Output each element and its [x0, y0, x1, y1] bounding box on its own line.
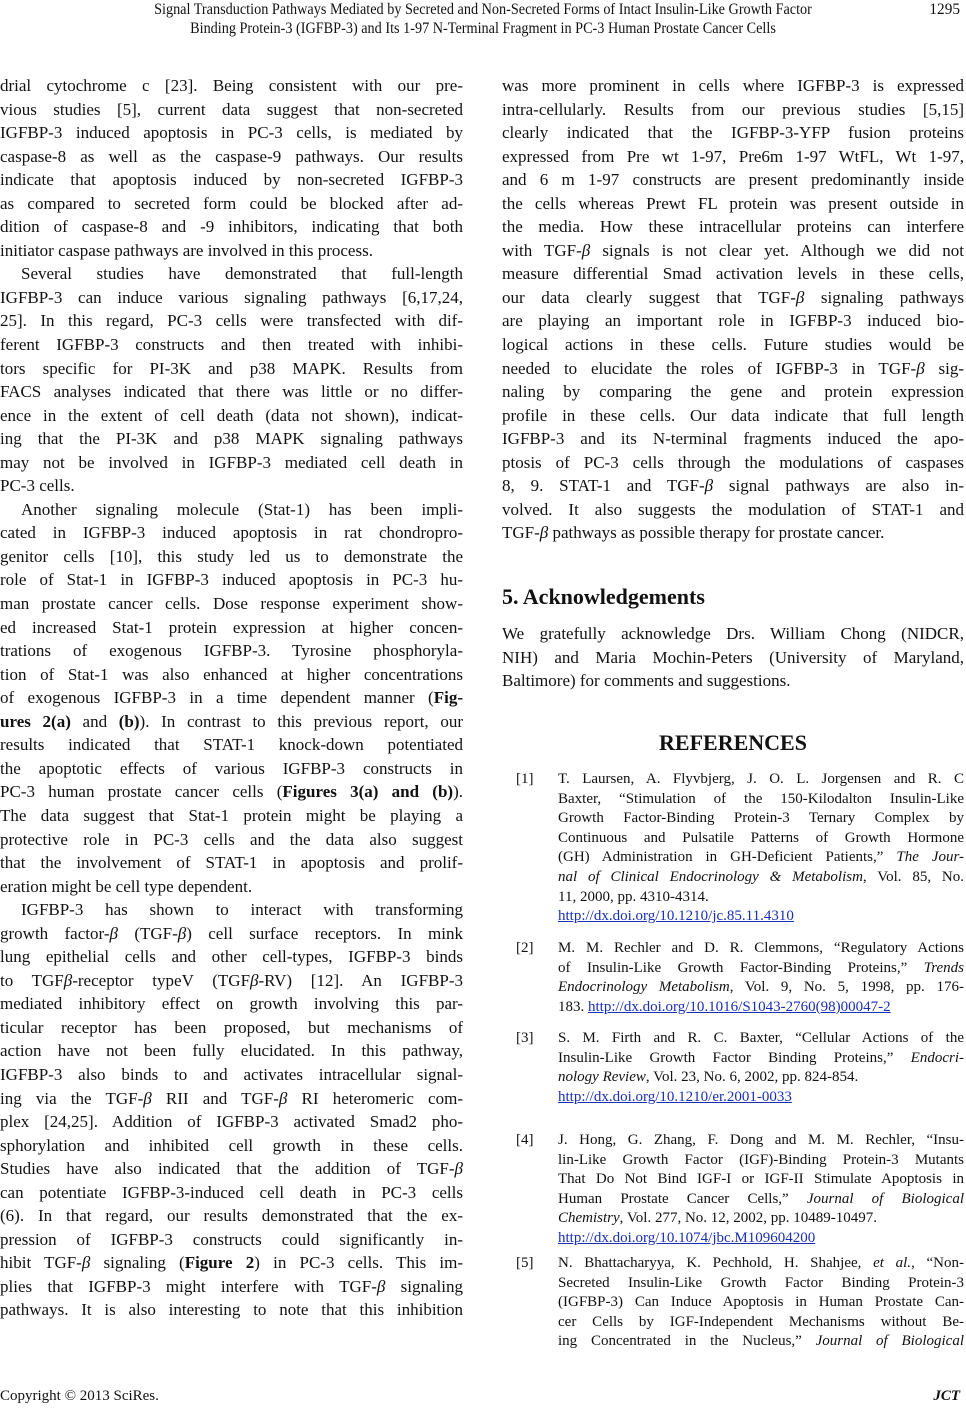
reference-line: M. M. Rechler and D. R. Clemmons, “Regulatory Actions: [558, 940, 964, 956]
text-line: PC-3 human prostate cancer cells (Figures 3(a) and (b)).: [0, 782, 463, 802]
text-line: ures 2(a) and (b)). In contrast to this previous report, our: [0, 711, 464, 731]
text-line: with TGF-β signals is not clear yet. Although we did not: [502, 240, 964, 260]
reference-line: [558, 1229, 964, 1249]
text-line: cated in IGFBP-3 induced apoptosis in rat chondropro-: [0, 523, 463, 543]
text-line: results indicated that STAT-1 knock-down potentiated: [0, 735, 463, 755]
text-line: pathways. It is also interesting to note that this inhibition: [0, 1300, 463, 1320]
copyright-notice: Copyright © 2013 SciRes.: [0, 1388, 159, 1404]
text-line: was more prominent in cells where IGFBP-3 is expressed: [502, 76, 964, 95]
text-line: naling by comparing the gene and protein expression: [502, 382, 964, 402]
text-line: eration might be cell type dependent.: [0, 876, 253, 896]
reference-item: [502, 1029, 964, 1107]
reference-line: Insulin-Like Growth Factor Binding Proteins,” Endocri-: [558, 1049, 964, 1066]
reference-line: J. Hong, G. Zhang, F. Dong and M. M. Rechler, “Insu-: [558, 1132, 964, 1148]
figure-ref: (b): [118, 711, 140, 731]
reference-line: cer Cells by IGF-Independent Mechanisms without Be-: [558, 1313, 964, 1330]
running-title-line-1: Signal Transduction Pathways Mediated by Secreted and Non-Secreted Forms of Intact Insulin-Like Growth Factor: [154, 1, 812, 18]
text-line: ed increased Stat-1 protein expression at higher concen-: [0, 617, 463, 637]
text-line: plex [24,25]. Addition of IGFBP-3 activated Smad2 pho-: [0, 1112, 463, 1132]
text-line: to TGFβ-receptor typeV (TGFβ-RV) [12]. An IGFBP-3: [0, 970, 463, 990]
text-line: measure differential Smad activation levels in these cells,: [502, 264, 964, 284]
text-line: needed to elucidate the roles of IGFBP-3 in TGF-β sig-: [502, 358, 964, 378]
text-line: intra-cellularly. Results from our previous studies [5,15]: [502, 99, 964, 119]
text-line: TGF-β pathways as possible therapy for prostate cancer.: [502, 523, 885, 543]
reference-line: Human Prostate Cancer Cells,” Journal of Biological: [558, 1190, 965, 1207]
figure-ref: Figure 2: [184, 1253, 255, 1273]
reference-line: That Do Not Bind IGF-I or IGF-II Stimulate Apoptosis in: [558, 1171, 964, 1188]
text-line: our data clearly suggest that TGF-β signaling pathways: [502, 287, 964, 307]
text-line: tors specific for PI-3K and p38 MAPK. Results from: [0, 358, 463, 378]
text-line: protective role in PC-3 cells and the data also suggest: [0, 829, 463, 849]
page-number: 1295: [929, 1, 960, 18]
text-line: IGFBP-3 can induce various signaling pathways [6,17,24,: [0, 287, 463, 307]
text-line: Several studies have demonstrated that full-length: [21, 264, 463, 284]
text-line: ticular receptor has been proposed, but mechanisms of: [0, 1017, 463, 1037]
journal-abbreviation: JCT: [933, 1388, 960, 1404]
doi-link[interactable]: http://dx.doi.org/10.1210/jc.85.11.4310: [558, 908, 794, 925]
text-line: sphorylation and inhibited cell growth in these cells.: [0, 1135, 463, 1155]
text-line: We gratefully acknowledge Drs. William Chong (NIDCR,: [502, 624, 964, 643]
text-line: of exogenous IGFBP-3 in a time dependent manner (Fig-: [0, 688, 463, 708]
text-line: IGFBP-3 has shown to interact with transforming: [21, 900, 463, 920]
text-line: IGFBP-3 and its N-terminal fragments induced the apo-: [502, 429, 964, 449]
text-line: can potentiate IGFBP-3-induced cell death in PC-3 cells: [0, 1182, 463, 1202]
text-line: may not be involved in IGFBP-3 mediated cell death in: [0, 452, 463, 472]
text-line: Another signaling molecule (Stat-1) has been impli-: [21, 499, 463, 519]
text-line: trations of exogenous IGFBP-3. Tyrosine phosphoryla-: [0, 641, 463, 661]
doi-link[interactable]: http://dx.doi.org/10.1210/er.2001-0033: [558, 1088, 792, 1105]
text-line: pression of IGFBP-3 constructs could significantly in-: [0, 1229, 463, 1249]
reference-item: [502, 1254, 964, 1352]
text-line: ing that the PI-3K and p38 MAPK signaling pathways: [0, 429, 463, 449]
reference-line: Endocrinology Metabolism, Vol. 9, No. 5, 1998, pp. 176-: [558, 979, 964, 996]
reference-line: [558, 1088, 964, 1108]
text-line: tion of Stat-1 was also enhanced at higher concentrations: [0, 664, 463, 684]
reference-number: [1]: [516, 771, 534, 787]
running-header: [34, 0, 932, 38]
text-line: caspase-8 as well as the caspase-9 pathways. Our results: [0, 146, 463, 166]
reference-line: N. Bhattacharyya, K. Pechhold, H. Shahjee, et al., “Non-: [558, 1255, 964, 1271]
reference-line: nal of Clinical Endocrinology & Metabolism, Vol. 85, No.: [558, 868, 964, 885]
text-line: that the involvement of STAT-1 in apoptosis and prolif-: [0, 853, 463, 873]
reference-number: [2]: [516, 940, 534, 956]
reference-line: 11, 2000, pp. 4310-4314.: [558, 888, 709, 905]
reference-line: Continuous and Pulsatile Patterns of Growth Hormone: [558, 829, 964, 846]
text-line: mediated inhibitory effect on growth involving this par-: [0, 994, 463, 1014]
text-line: action have not been fully elucidated. In this pathway,: [0, 1041, 463, 1061]
text-line: volved. It also suggests the modulation of STAT-1 and: [502, 499, 964, 519]
figure-ref: Fig-: [433, 688, 463, 708]
reference-item: [502, 939, 964, 1017]
text-line: genitor cells [10], this study led us to demonstrate the: [0, 546, 463, 566]
text-line: ing via the TGF-β RII and TGF-β RI heteromeric com-: [0, 1088, 463, 1108]
text-line: 25]. In this regard, PC-3 cells were transfected with dif-: [0, 311, 463, 331]
text-line: ferent IGFBP-3 constructs and then treated with inhibi-: [0, 335, 463, 355]
text-line: and 6 m 1-97 constructs are present predominantly inside: [502, 170, 964, 190]
text-line: growth factor-β (TGF-β) cell surface receptors. In mink: [0, 923, 463, 943]
text-line: hibit TGF-β signaling (Figure 2) in PC-3 cells. This im-: [0, 1253, 463, 1273]
right-column: [502, 74, 964, 545]
reference-line: [558, 907, 964, 927]
reference-number: [3]: [516, 1030, 534, 1046]
text-line: man prostate cancer cells. Dose response experiment show-: [0, 594, 463, 614]
text-line: plies that IGFBP-3 might interfere with TGF-β signaling: [0, 1276, 463, 1296]
text-line: (6). In that regard, our results demonstrated that the ex-: [0, 1206, 463, 1226]
text-line: the cells whereas Prewt FL protein was present outside in: [502, 193, 964, 213]
text-line: NIH) and Maria Mochin-Peters (University of Maryland,: [502, 647, 964, 667]
text-line: FACS analyses indicated that there was little or no differ-: [0, 382, 463, 402]
reference-line: of Insulin-Like Growth Factor-Binding Proteins,” Trends: [558, 959, 964, 976]
text-line: logical actions in these cells. Future studies would be: [502, 335, 964, 355]
acknowledgements-text: [502, 622, 964, 693]
figure-ref: Figures 3(a) and (b): [282, 782, 454, 802]
reference-line: 183. http://dx.doi.org/10.1016/S1043-2760(98)00047-2: [558, 998, 891, 1015]
reference-line: nology Review, Vol. 23, No. 6, 2002, pp. 824-854.: [558, 1069, 859, 1086]
doi-link[interactable]: http://dx.doi.org/10.1074/jbc.M109604200: [558, 1229, 816, 1246]
text-line: are playing an important role in IGFBP-3 induced bio-: [502, 311, 964, 331]
text-line: Studies have also indicated that the addition of TGF-β: [0, 1159, 463, 1179]
text-line: profile in these cells. Our data indicate that full length: [502, 405, 964, 425]
reference-line: Secreted Insulin-Like Growth Factor Binding Protein-3: [558, 1274, 964, 1291]
text-line: lung epithelial cells and other cell-types, IGFBP-3 binds: [0, 947, 463, 967]
text-line: IGFBP-3 also binds to and activates intracellular signal-: [0, 1064, 463, 1084]
figure-ref: ures 2(a): [0, 711, 71, 731]
text-line: drial cytochrome c [23]. Being consistent with our pre-: [0, 76, 463, 95]
text-line: ence in the extent of cell death (data not shown), indicat-: [0, 405, 463, 425]
reference-line: S. M. Firth and R. C. Baxter, “Cellular Actions of the: [558, 1030, 964, 1046]
text-line: ptosis of PC-3 cells through the modulations of caspases: [502, 452, 964, 472]
section-heading-acknowledgements: 5. Acknowledgements: [502, 584, 705, 609]
reference-line: ing Concentrated in the Nucleus,” Journal of Biological: [558, 1333, 964, 1350]
text-line: as compared to secreted form could be blocked after ad-: [0, 193, 463, 213]
reference-line: Baxter, “Stimulation of the 150-Kilodalton Insulin-Like: [558, 790, 964, 807]
reference-line: Chemistry, Vol. 277, No. 12, 2002, pp. 10489-10497.: [558, 1210, 878, 1227]
reference-number: [5]: [516, 1255, 534, 1271]
reference-line: (IGFBP-3) Can Induce Apoptosis in Human Prostate Can-: [558, 1294, 964, 1311]
reference-line: Growth Factor-Binding Protein-3 Ternary Complex by: [558, 810, 964, 827]
text-line: clearly indicated that the IGFBP-3-YFP fusion proteins: [502, 123, 964, 143]
text-line: 8, 9. STAT-1 and TGF-β signal pathways are also in-: [502, 476, 964, 496]
doi-link[interactable]: http://dx.doi.org/10.1016/S1043-2760(98)00047-2: [588, 998, 891, 1015]
text-line: the apoptotic effects of various IGFBP-3 constructs in: [0, 758, 463, 778]
reference-line: (GH) Administration in GH-Deficient Patients,” The Jour-: [558, 849, 964, 866]
text-line: expressed from Pre wt 1-97, Pre6m 1-97 WtFL, Wt 1-97,: [502, 146, 964, 166]
reference-item: [502, 770, 964, 927]
running-title-line-2: Binding Protein-3 (IGFBP-3) and Its 1-97 N-Terminal Fragment in PC-3 Human Prostate Cancer Cells: [190, 20, 776, 37]
text-line: vious studies [5], current data suggest that non-secreted: [0, 99, 463, 119]
text-line: Baltimore) for comments and suggestions.: [502, 671, 791, 691]
text-line: role of Stat-1 in IGFBP-3 induced apoptosis in PC-3 hu-: [0, 570, 463, 590]
text-line: IGFBP-3 induced apoptosis in PC-3 cells, is mediated by: [0, 123, 463, 143]
text-line: The data suggest that Stat-1 protein might be playing a: [0, 805, 463, 825]
reference-item: [502, 1131, 964, 1249]
references-heading: REFERENCES: [659, 730, 807, 755]
text-line: indicate that apoptosis induced by non-secreted IGFBP-3: [0, 170, 463, 190]
reference-number: [4]: [516, 1132, 534, 1148]
text-line: PC-3 cells.: [0, 476, 75, 496]
text-line: initiator caspase pathways are involved in this process.: [0, 240, 373, 260]
reference-line: lin-Like Growth Factor (IGF)-Binding Protein-3 Mutants: [558, 1151, 964, 1168]
text-line: dition of caspase-8 and -9 inhibitors, indicating that both: [0, 217, 463, 237]
text-line: the media. How these intracellular proteins can interfere: [502, 217, 964, 237]
reference-line: T. Laursen, A. Flyvbjerg, J. O. L. Jorgensen and R. C: [558, 771, 964, 787]
left-column: [0, 74, 463, 1322]
